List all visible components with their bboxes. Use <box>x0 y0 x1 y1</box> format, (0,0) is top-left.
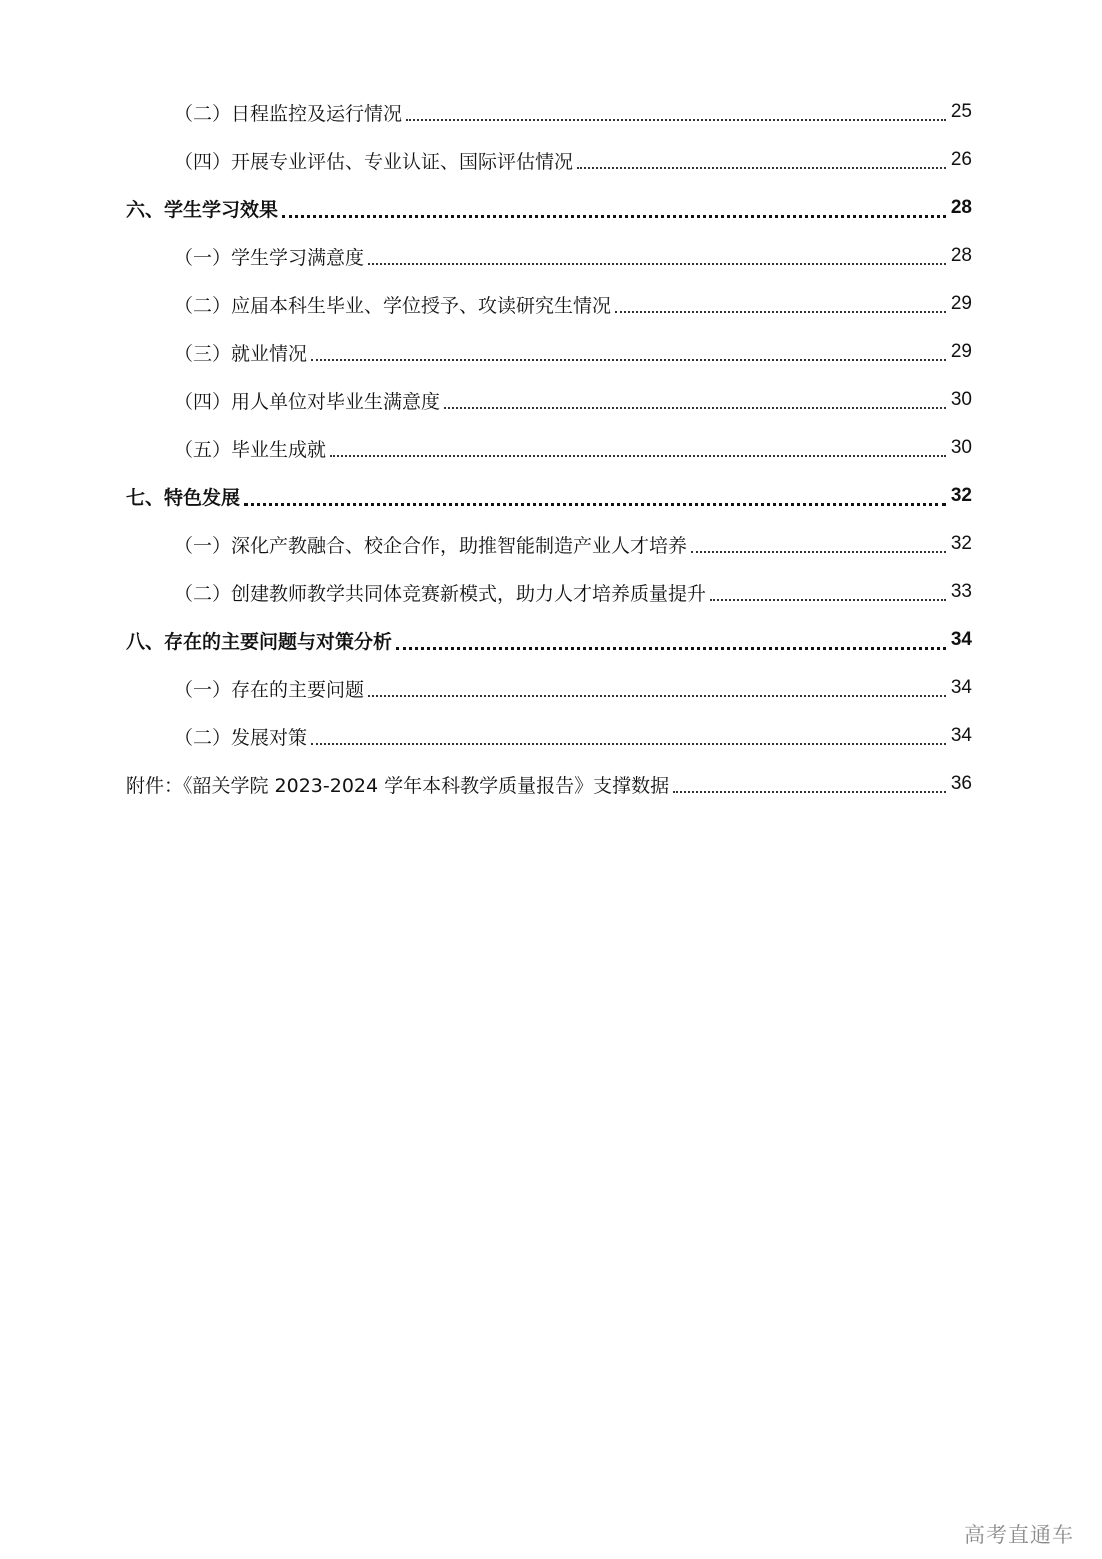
toc-entry-main-problems[interactable] <box>126 664 972 712</box>
toc-entry-graduation-degrees[interactable] <box>126 280 972 328</box>
dot-leader <box>368 695 946 697</box>
dot-leader <box>673 791 946 793</box>
toc-section-title: 六、学生学习效果 <box>126 198 279 221</box>
dot-leader <box>691 551 946 553</box>
toc-section-title: 七、特色发展 <box>126 486 241 509</box>
toc-entry-title: （四）开展专业评估、专业认证、国际评估情况 <box>174 150 574 173</box>
toc-entry-appendix[interactable] <box>126 760 972 808</box>
toc-entry-title: （五）毕业生成就 <box>174 438 327 461</box>
dot-leader <box>244 503 946 506</box>
toc-page-number: 36 <box>950 773 972 794</box>
toc-page-number: 33 <box>950 581 972 602</box>
toc-entry-title: （三）就业情况 <box>174 342 308 365</box>
dot-leader <box>615 311 946 313</box>
toc-page-number: 34 <box>950 629 972 650</box>
toc-page-number: 34 <box>950 677 972 698</box>
toc-entry-employer-satisfaction[interactable] <box>126 376 972 424</box>
dot-leader <box>368 263 946 265</box>
toc-entry-title: （一）深化产教融合、校企合作，助推智能制造产业人才培养 <box>174 534 688 557</box>
toc-page-number: 25 <box>950 101 972 122</box>
toc-entry-title: 附件：《韶关学院 2023-2024 学年本科教学质量报告》支撑数据 <box>126 774 670 797</box>
toc-page-number: 32 <box>950 533 972 554</box>
toc-entry-learning-satisfaction[interactable] <box>126 232 972 280</box>
toc-entry-schedule-monitoring[interactable] <box>126 88 972 136</box>
dot-leader <box>282 215 946 218</box>
dot-leader <box>311 359 946 361</box>
toc-page-number: 29 <box>950 293 972 314</box>
toc-section-distinctive-development[interactable] <box>126 472 972 520</box>
dot-leader <box>330 455 946 457</box>
toc-entry-title: （二）日程监控及运行情况 <box>174 102 403 125</box>
dot-leader <box>396 647 946 650</box>
dot-leader <box>406 119 946 121</box>
dot-leader <box>444 407 946 409</box>
toc-entry-industry-education[interactable] <box>126 520 972 568</box>
toc-entry-title: （二）发展对策 <box>174 726 308 749</box>
toc-page-number: 28 <box>950 245 972 266</box>
toc-entry-employment[interactable] <box>126 328 972 376</box>
toc-page-number: 28 <box>950 197 972 218</box>
toc-entry-graduate-achievements[interactable] <box>126 424 972 472</box>
toc-section-learning-outcomes[interactable] <box>126 184 972 232</box>
toc-page-number: 30 <box>950 389 972 410</box>
toc-page-number: 34 <box>950 725 972 746</box>
toc-entry-title: （一）存在的主要问题 <box>174 678 365 701</box>
table-of-contents <box>126 88 972 808</box>
toc-page-number: 29 <box>950 341 972 362</box>
dot-leader <box>311 743 946 745</box>
toc-entry-title: （二）应届本科生毕业、学位授予、攻读研究生情况 <box>174 294 612 317</box>
toc-entry-program-evaluation[interactable] <box>126 136 972 184</box>
toc-entry-title: （一）学生学习满意度 <box>174 246 365 269</box>
toc-entry-teaching-community[interactable] <box>126 568 972 616</box>
toc-entry-development-countermeasures[interactable] <box>126 712 972 760</box>
dot-leader <box>710 599 946 601</box>
toc-section-problems-countermeasures[interactable] <box>126 616 972 664</box>
toc-page-number: 30 <box>950 437 972 458</box>
toc-entry-title: （二）创建教师教学共同体竞赛新模式，助力人才培养质量提升 <box>174 582 707 605</box>
dot-leader <box>577 167 946 169</box>
toc-entry-title: （四）用人单位对毕业生满意度 <box>174 390 441 413</box>
toc-section-title: 八、存在的主要问题与对策分析 <box>126 630 393 653</box>
toc-page-number: 26 <box>950 149 972 170</box>
watermark-text: 高考直通车 <box>964 1523 1074 1547</box>
toc-page-number: 32 <box>950 485 972 506</box>
